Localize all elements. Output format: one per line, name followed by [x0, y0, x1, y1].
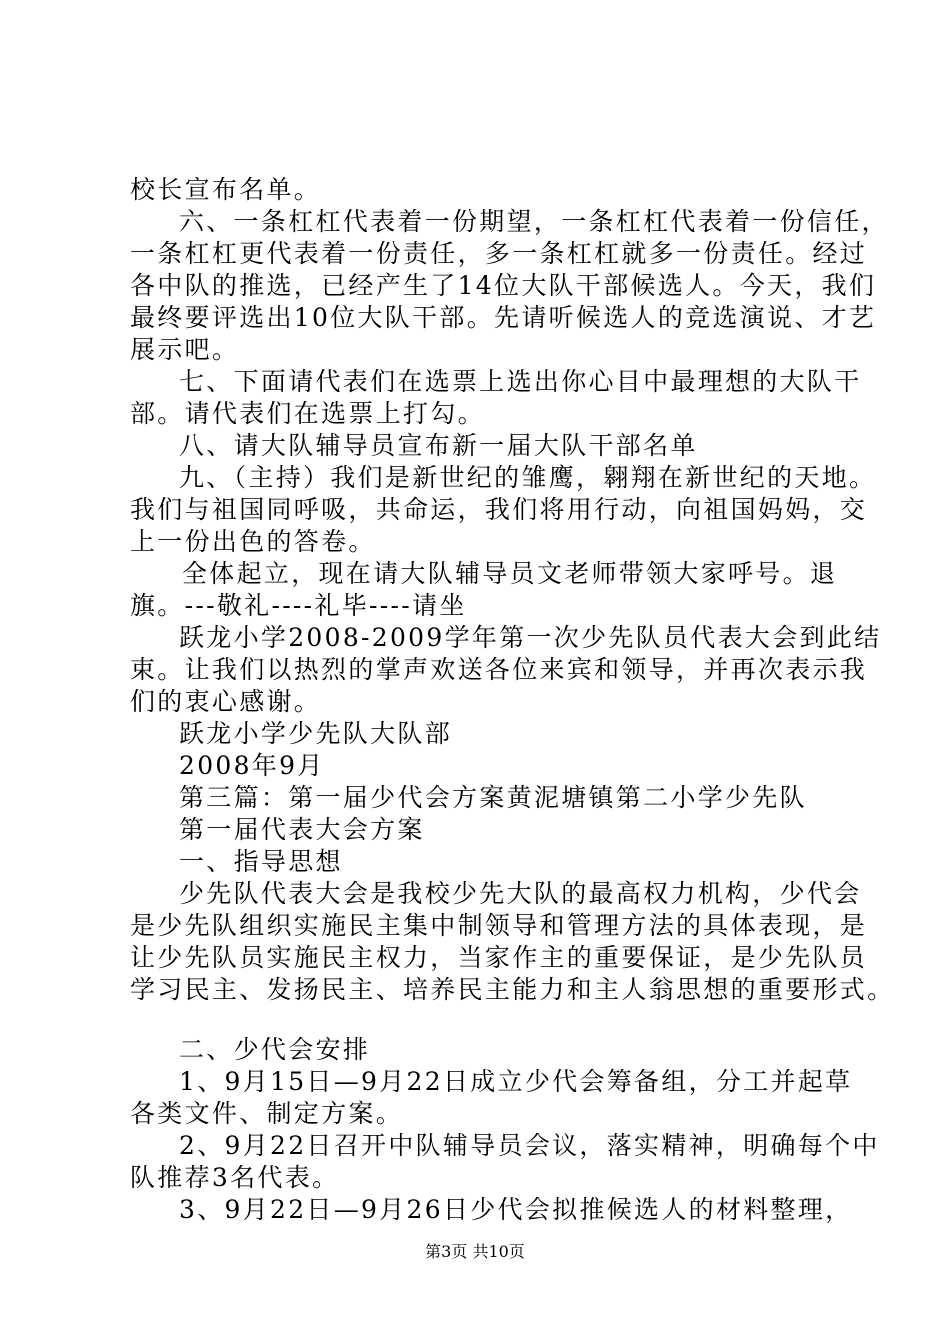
text-line: 校长宣布名单。 [130, 175, 322, 204]
text-line: 是少先队组织实施民主集中制领导和管理方法的具体表现，是 [130, 911, 868, 940]
text-line: 八、请大队辅导员宣布新一届大队干部名单 [179, 431, 698, 460]
text-line: 九、（主持）我们是新世纪的雏鹰，翱翔在新世纪的天地。 [179, 463, 877, 492]
text-line: 跃龙小学2008-2009学年第一次少先队员代表大会到此结 [179, 623, 882, 652]
text-line: 束。让我们以热烈的掌声欢送各位来宾和领导，并再次表示我 [130, 655, 868, 684]
text-line: 2、9月22日召开中队辅导员会议，落实精神，明确每个中 [179, 1131, 880, 1160]
text-line: 各中队的推选，已经产生了14位大队干部候选人。今天，我们 [130, 271, 877, 300]
text-line: 第三篇：第一届少代会方案黄泥塘镇第二小学少先队 [179, 783, 807, 812]
text-line: 一条杠杠更代表着一份责任，多一条杠杠就多一份责任。经过 [130, 239, 868, 268]
text-line: 3、9月22日—9月26日少代会拟推候选人的材料整理， [179, 1195, 853, 1224]
text-line: 最终要评选出10位大队干部。先请听候选人的竞选演说、才艺 [130, 303, 877, 332]
text-line: 学习民主、发扬民主、培养民主能力和主人翁思想的重要形式。 [130, 975, 895, 1004]
text-line: 我们与祖国同呼吸，共命运，我们将用行动，向祖国妈妈，交 [130, 495, 868, 524]
text-line: 跃龙小学少先队大队部 [179, 719, 453, 748]
text-line: 2008年9月 [179, 751, 325, 780]
text-line: 全体起立，现在请大队辅导员文老师带领大家呼号。退 [182, 559, 838, 588]
text-line: 少先队代表大会是我校少先大队的最高权力机构，少代会 [179, 879, 862, 908]
text-line: 第一届代表大会方案 [179, 815, 425, 844]
text-line: 们的衷心感谢。 [130, 687, 322, 716]
text-line: 1、9月15日—9月22日成立少代会筹备组，分工并起草 [179, 1067, 853, 1096]
text-line: 展示吧。 [130, 335, 240, 364]
page-footer: 第3页 共10页 [425, 1242, 525, 1261]
text-line: 二、少代会安排 [179, 1035, 371, 1064]
text-line: 各类文件、制定方案。 [130, 1099, 404, 1128]
text-line: 上一份出色的答卷。 [130, 527, 376, 556]
text-line: 七、下面请代表们在选票上选出你心目中最理想的大队干 [179, 367, 862, 396]
text-line: 让少先队员实施民主权力，当家作主的重要保证，是少先队员 [130, 943, 868, 972]
text-line: 部。请代表们在选票上打勾。 [130, 399, 485, 428]
text-line: 一、指导思想 [179, 847, 343, 876]
text-line: 旗。---敬礼----礼毕----请坐 [130, 591, 467, 620]
text-line: 六、一条杠杠代表着一份期望，一条杠杠代表着一份信任， [179, 207, 889, 236]
text-line: 队推荐3名代表。 [130, 1163, 340, 1192]
